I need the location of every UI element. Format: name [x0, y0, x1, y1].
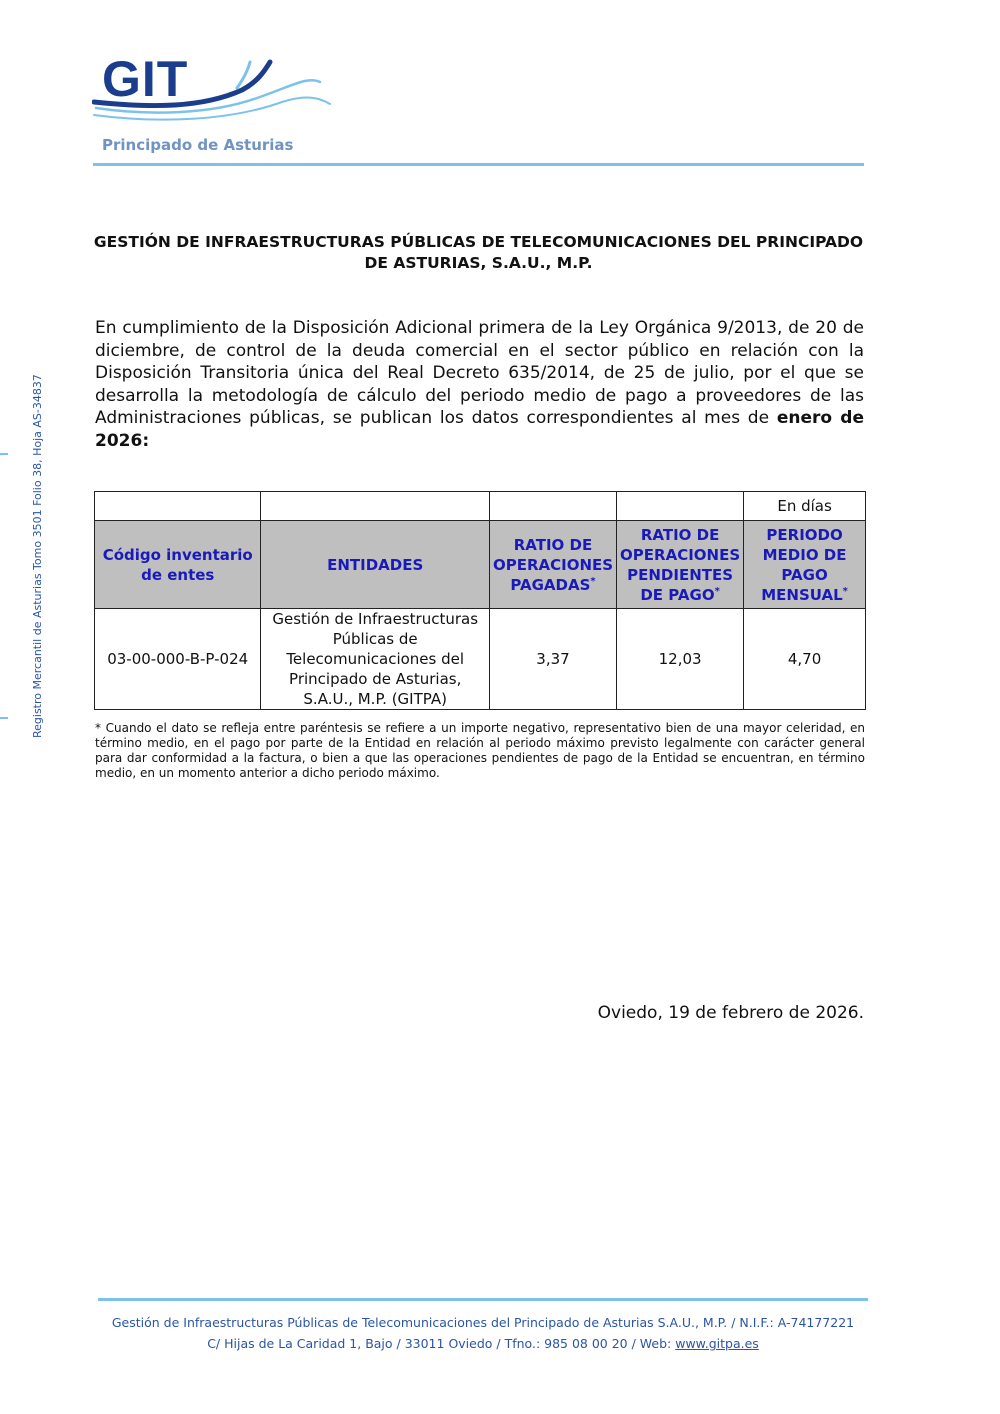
- header-monthly-period: PERIODO MEDIO DE PAGO MENSUAL*: [744, 521, 866, 609]
- asterisk-mark: *: [714, 585, 720, 597]
- empty-cell: [617, 492, 744, 521]
- footer-company-line: Gestión de Infraestructuras Públicas de Telecomunicaciones del Principado de Asturias S.A.U., M.P. / N.I.F.: A-74177221: [111, 1315, 855, 1330]
- cell-entity: Gestión de Infraestructuras Públicas de Telecomunicaciones del Principado de Asturias, S.A.U., M.P. (GITPA): [261, 609, 490, 710]
- intro-period: enero de 2026:: [95, 408, 864, 451]
- cell-ratio-pending: 12,03: [617, 609, 744, 710]
- header-divider: [93, 163, 864, 166]
- asterisk-mark: *: [842, 585, 848, 597]
- git-logo: [92, 50, 342, 160]
- intro-text: En cumplimiento de la Disposición Adicional primera de la Ley Orgánica 9/2013, de 20 de diciembre, de control de la deuda comercial en el sector público en relación con la Disposición Transitoria única del Real Decreto 635/2014, de 25 de julio, por el que se desarrolla la metodología de cálculo del periodo medio de pago a proveedores de las Administraciones públicas, se publican los datos correspondientes al mes de: [95, 318, 864, 428]
- side-tick-mark: [0, 453, 8, 455]
- empty-cell: [489, 492, 616, 521]
- intro-paragraph: [95, 317, 864, 452]
- logo-subtitle: Principado de Asturias: [102, 136, 294, 154]
- place-date-signoff: Oviedo, 19 de febrero de 2026.: [597, 1003, 864, 1023]
- side-tick-mark: [0, 717, 8, 719]
- footer-address: C/ Hijas de La Caridad 1, Bajo / 33011 Oviedo / Tfno.: 985 08 00 20 / Web:: [207, 1336, 672, 1351]
- header-entities: ENTIDADES: [261, 521, 490, 609]
- unit-row: [95, 492, 866, 521]
- website-link[interactable]: www.gitpa.es: [675, 1336, 759, 1351]
- asterisk-mark: *: [590, 575, 596, 587]
- cell-code: 03-00-000-B-P-024: [95, 609, 261, 710]
- empty-cell: [261, 492, 490, 521]
- table-row: [95, 609, 866, 710]
- header-ratio-paid: RATIO DE OPERACIONES PAGADAS*: [489, 521, 616, 609]
- empty-cell: [95, 492, 261, 521]
- unit-label: En días: [744, 492, 866, 521]
- cell-ratio-paid: 3,37: [489, 609, 616, 710]
- logo-waves-graphic: [92, 50, 342, 140]
- header-ratio-pending: RATIO DE OPERACIONES PENDIENTES DE PAGO*: [617, 521, 744, 609]
- footer-divider: [98, 1298, 868, 1301]
- side-registry-text: Registro Mercantil de Asturias Tomo 3501 Folio 38, Hoja AS-34837: [31, 374, 44, 738]
- cell-monthly-period: 4,70: [744, 609, 866, 710]
- footer-contact-line: [98, 1333, 868, 1354]
- logo-letters: GIT: [102, 51, 189, 107]
- header-code: Código inventario de entes: [95, 521, 261, 609]
- document-title: GESTIÓN DE INFRAESTRUCTURAS PÚBLICAS DE TELECOMUNICACIONES DEL PRINCIPADO DE ASTURIAS, S.A.U., M.P.: [93, 233, 864, 272]
- table-header-row: [95, 521, 866, 609]
- page-footer: [98, 1312, 868, 1354]
- payment-period-table: [94, 491, 866, 710]
- table-footnote: * Cuando el dato se refleja entre paréntesis se refiere a un importe negativo, representativo bien de una mayor celeridad, en término medio, en el pago por parte de la Entidad en relación al periodo máximo previsto legalmente con carácter general para dar conformidad a la factura, o bien a que las operaciones pendientes de pago de la Entidad se encuentran, en término medio, en un momento anterior a dicho periodo máximo.: [95, 721, 865, 780]
